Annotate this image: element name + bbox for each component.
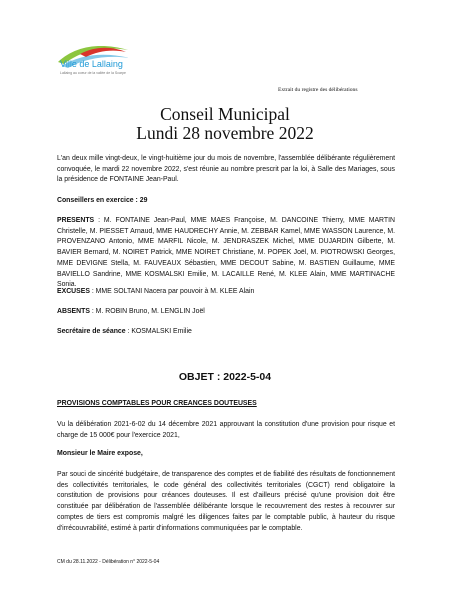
secretaire-name: : KOSMALSKI Emilie <box>125 328 192 335</box>
secretaire-paragraph <box>57 327 395 338</box>
meeting-date: Lundi 28 novembre 2022 <box>136 123 314 143</box>
presents-label: PRESENTS <box>57 217 95 224</box>
vu-paragraph: Vu la délibération 2021-6-02 du 14 décembre 2021 approuvant la constitution d'une provision pour risque et charge de 15 000€ pour l'exercice 2021, <box>57 421 395 439</box>
logo-tagline: Lallaing au coeur de la vallée de la Scarpe <box>60 71 126 75</box>
objet-heading: OBJET : 2022-5-04 <box>178 371 272 383</box>
city-logo <box>50 40 140 98</box>
excuses-label: EXCUSES <box>57 288 90 295</box>
excuses-list: : MME SOLTANI Nacera par pouvoir à M. KLEE Alain <box>89 288 255 295</box>
logo-swoosh-icon <box>50 40 140 98</box>
document-title: Conseil Municipal <box>160 104 290 124</box>
logo-name: Ville de Lallaing <box>60 59 123 69</box>
conseillers-count: Conseillers en exercice : 29 <box>57 197 148 204</box>
intro-paragraph: L'an deux mille vingt-deux, le vingt-huitième jour du mois de novembre, l'assemblée délibérante régulièrement convoquée, le mardi 22 novembre 2022, s'est réunie au nombre prescrit par la loi, à Salle des Mariages, sous la présidence de FONTAINE Jean-Paul. <box>57 155 395 184</box>
excuses-paragraph <box>57 287 395 298</box>
expose-heading: Monsieur le Maire expose, <box>57 450 143 457</box>
page-footer: CM du 28.11.2022 - Délibération n° 2022-5-04 <box>57 559 160 565</box>
presents-list: : M. FONTAINE Jean-Paul, MME MAES Françoise, M. DANCOINE Thierry, MME MARTIN Christelle, M. PIESSET Arnaud, MME HAUDRECHY Annie, M. ZEBBAR Kamel, MME WASSON Laurence, M. PROVENZANO Antonio, MME MARFIL Nicole, M. JENDRASZEK Michel, MME DUJARDIN Gilberte, M. BAVIER Bernard, M. NOIRET Patrick, MME NOIRET Christiane, M. POPEK Joël, M. PIOTROWSKI Georges, MME DEVIGNE Stella, M. FAUVEAUX Sébastien, MME DECOUT Sabine, M. BASTIEN Guillaume, MME BAVIELLO Sandrine, MME KOSMALSKI Emilie, M. LACAILLE René, M. KLEE Alain, MME MARTINACHE Sonia. <box>57 217 395 289</box>
secretaire-label: Secrétaire de séance <box>57 328 126 335</box>
absents-list: : M. ROBIN Bruno, M. LENGLIN Joël <box>89 308 205 315</box>
body-paragraph: Par souci de sincérité budgétaire, de transparence des comptes et de fiabilité des résultats de fonctionnement des collectivités territoriales, le code général des collectivités territoriales (CGCT) rend obligatoire la constitution de provisions pour créances douteuses. Il est d'ailleurs précisé qu'une provision doit être constituée par délibération de l'assemblée délibérante lorsque le recouvrement des restes à recouvrer sur comptes de tiers est compromis malgré les diligences faites par le comptable public, à hauteur du risque d'irrécouvrabilité, estimé à partir d'informations communiquées par le comptable. <box>57 471 395 532</box>
register-extract-label: Extrait du registre des délibérations <box>278 87 358 93</box>
section-title: PROVISIONS COMPTABLES POUR CREANCES DOUTEUSES <box>57 400 257 407</box>
presents-paragraph <box>57 216 395 291</box>
absents-label: ABSENTS <box>57 308 90 315</box>
absents-paragraph <box>57 307 395 318</box>
